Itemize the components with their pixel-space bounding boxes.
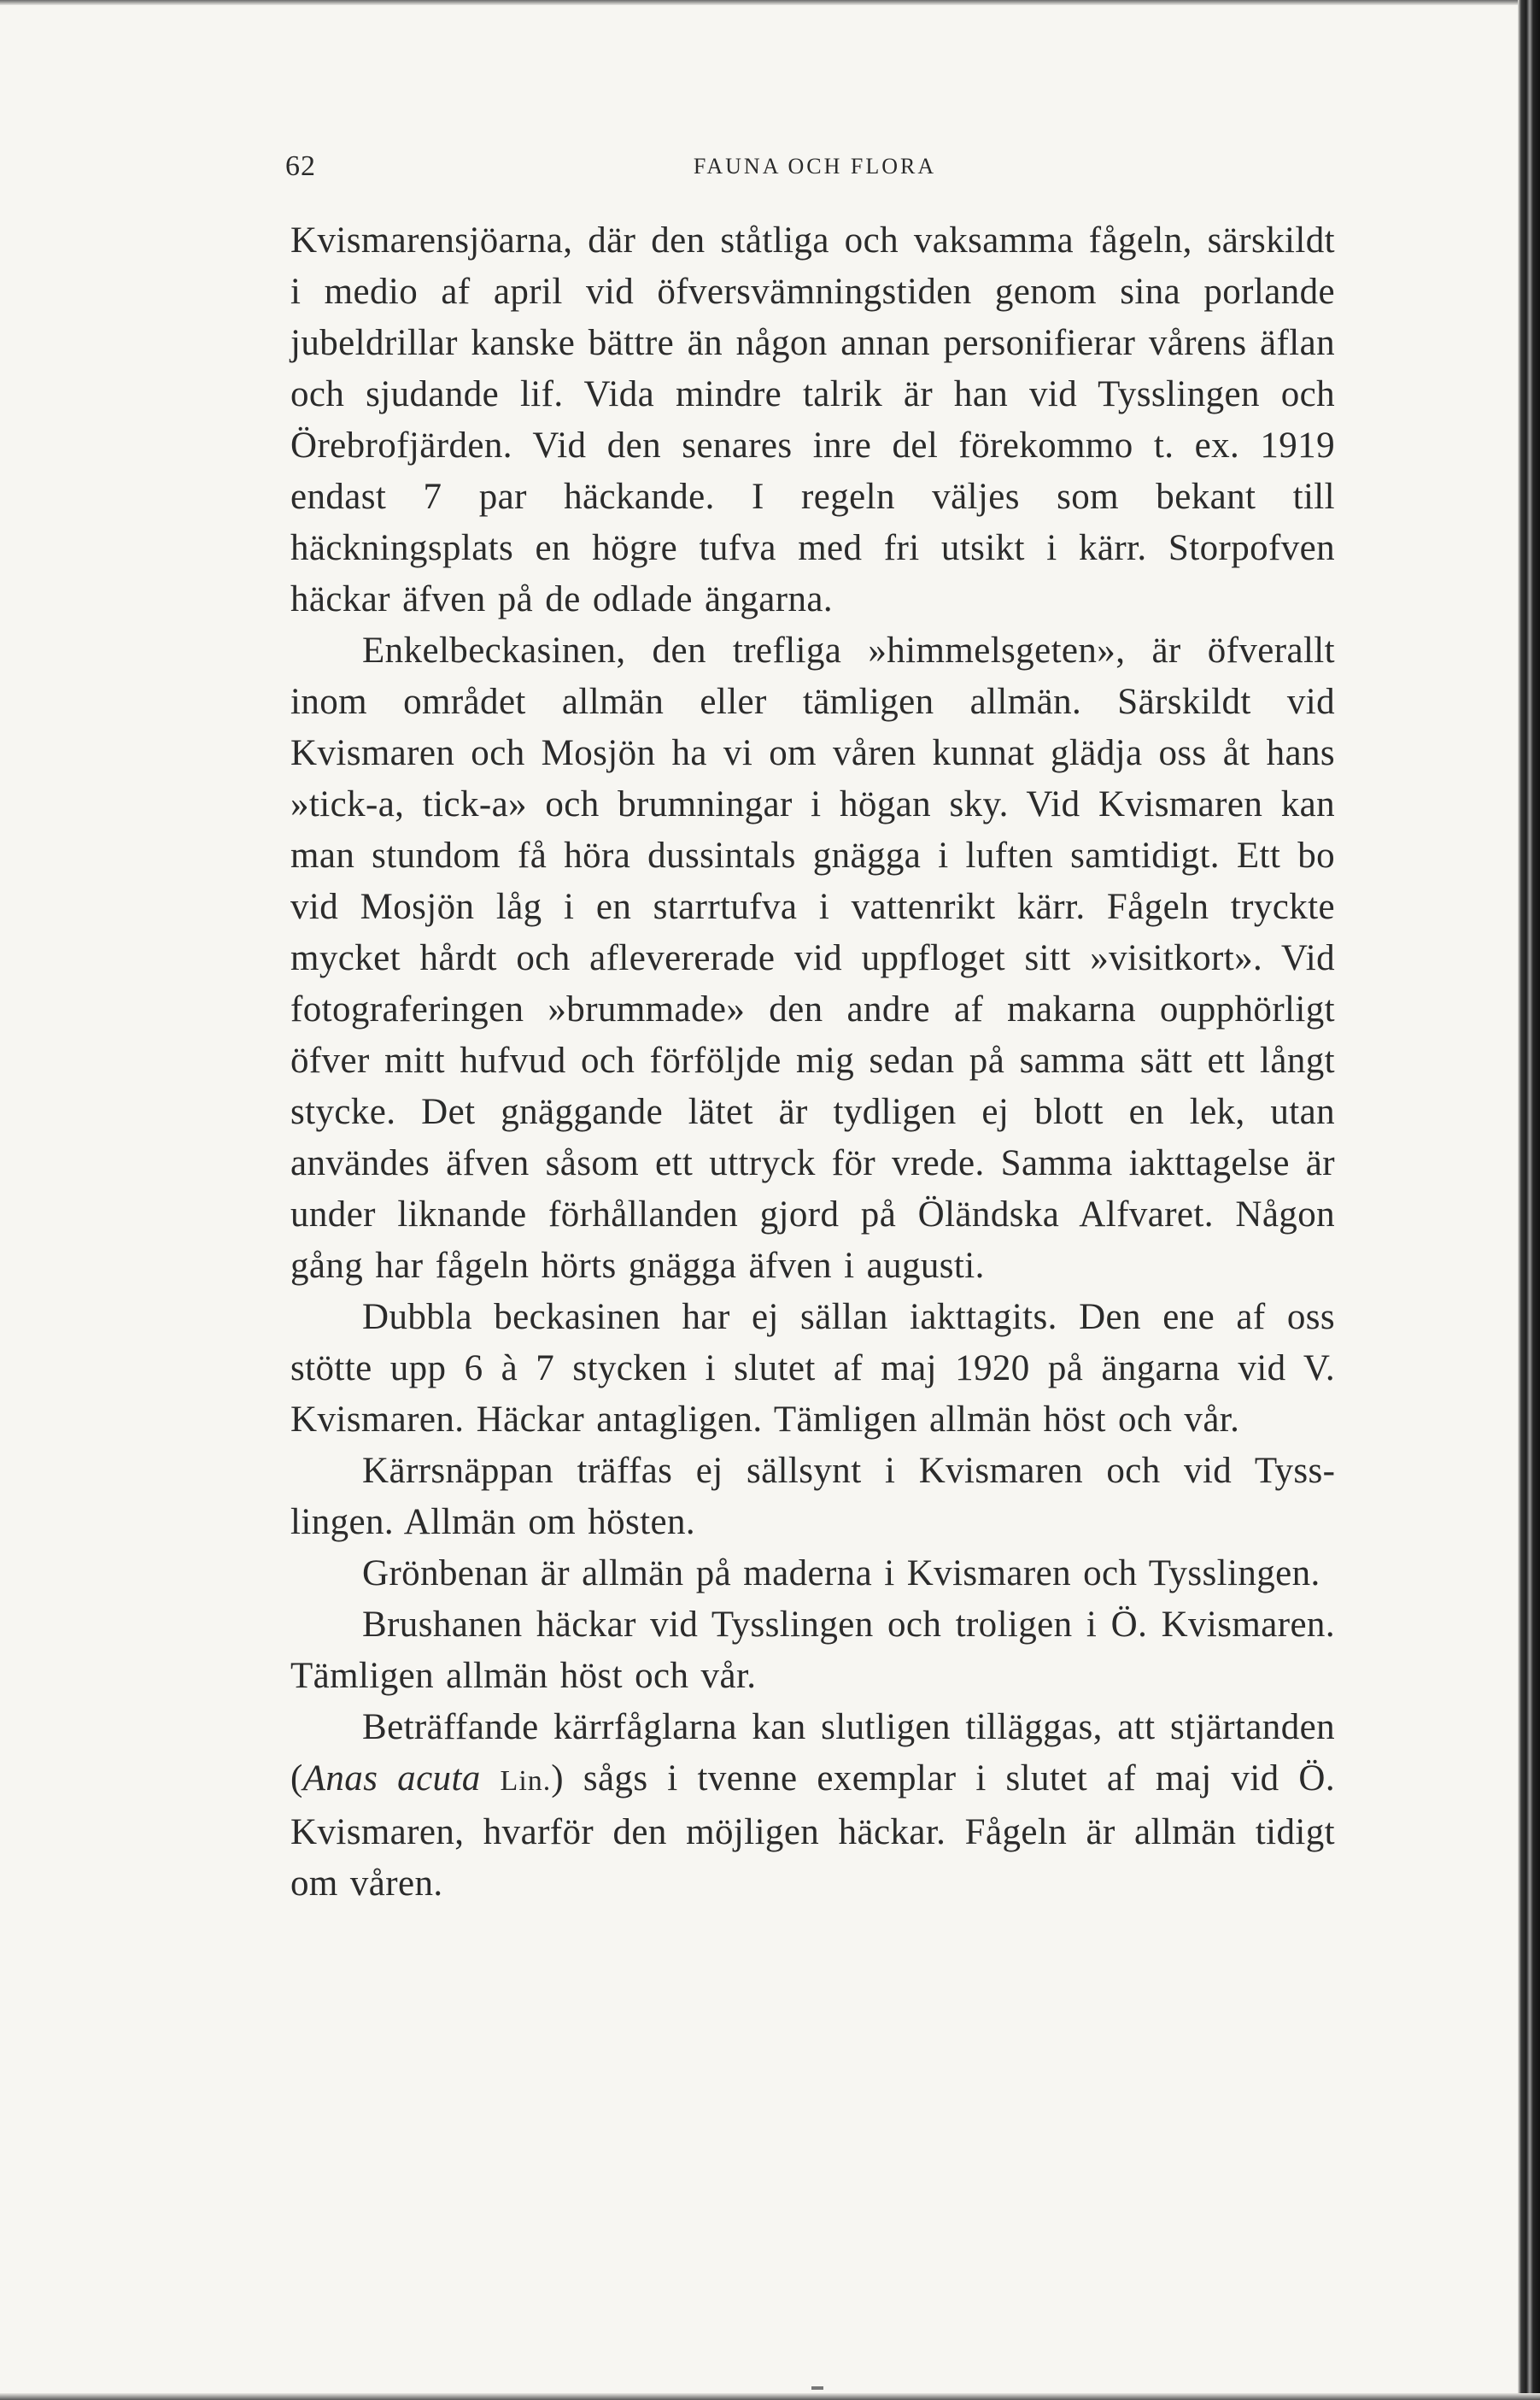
scan-speck xyxy=(811,2386,823,2390)
page-binding-edge xyxy=(1518,0,1540,2400)
paragraph-dubbla-beckasinen: Dubbla beckasinen har ej sällan iakttagits. Den ene af oss stötte upp 6 à 7 stycken i slutet af maj 1920 på ängarna vid V. Kvismaren. Häckar antagligen. Tämligen allmän höst och vår. xyxy=(290,1297,1335,1440)
paragraph-text-after: ) sågs i tvenne exemplar i slutet af maj vid Ö. Kvismaren, hvarför den möjligen häckar. Fågeln är allmän tidigt om våren. xyxy=(290,1758,1335,1904)
page-bottom-edge xyxy=(0,2393,1540,2400)
paragraph-karrfaglarna xyxy=(290,1702,1335,1910)
page-number: 62 xyxy=(285,150,316,182)
paragraph-enkelbeckasinen: Enkelbeckasinen, den trefliga »himmelsgeten», är öfverallt inom området allmän eller tämligen allmän. Särskildt vid Kvismaren och Mosjön ha vi om våren kunnat glädja oss åt hans »tick-a, tick-a» och brumningar i högan sky. Vid Kvismaren kan man stundom få höra dussintals gnägga i luften samtidigt. Ett bo vid Mosjön låg i en starrtufva i vattenrikt kärr. Fågeln tryckte mycket hårdt och aflevererade vid uppfloget sitt »visitkort». Vid fotograferingen »brummade» den andre af makarna oupphörligt öfver mitt hufvud och förföljde mig sedan på samma sätt ett långt stycke. Det gnäggande lätet är tydligen ej blott en lek, utan användes äfven såsom ett uttryck för vrede. Samma iakttagelse är under liknande förhållanden gjord på Öländska Alfvaret. Någon gång har fågeln hörts gnägga äfven i augusti. xyxy=(290,631,1335,1286)
paragraph-karrsnappan: Kärrsnäppan träffas ej sällsynt i Kvismaren och vid Tysslingen. Allmän om hösten. xyxy=(290,1451,1335,1542)
page-top-edge xyxy=(0,0,1540,5)
body-text xyxy=(290,215,1335,1910)
paragraph-kvismarensjoarna: Kvismarensjöarna, där den ståtliga och vaksamma fågeln, särskildt i medio af april vid öfversvämningstiden genom sina porlande jubeldrillar kanske bättre än någon annan personifierar vårens äflan och sjudande lif. Vida mindre talrik är han vid Tysslingen och Örebrofjärden. Vid den senares inre del förekommo t. ex. 1919 endast 7 par häckande. I regeln väljes som bekant till häckningsplats en högre tufva med fri utsikt i kärr. Storpofven häckar äfven på de odlade ängarna. xyxy=(290,220,1335,619)
paragraph-gronbenan: Grönbenan är allmän på maderna i Kvismaren och Tysslingen. xyxy=(362,1553,1320,1593)
running-head: FAUNA OCH FLORA xyxy=(693,154,937,179)
paragraph-brushanen: Brushanen häckar vid Tysslingen och troligen i Ö. Kvismaren. Tämligen allmän höst och vår. xyxy=(290,1605,1335,1696)
species-name: Anas acuta xyxy=(302,1758,481,1799)
page-header xyxy=(285,150,1344,185)
paragraph-text-before: Beträffande kärrfåglarna kan slutligen tilläggas, att stjärtanden ( xyxy=(290,1707,1335,1799)
species-author: Lin. xyxy=(500,1765,552,1797)
